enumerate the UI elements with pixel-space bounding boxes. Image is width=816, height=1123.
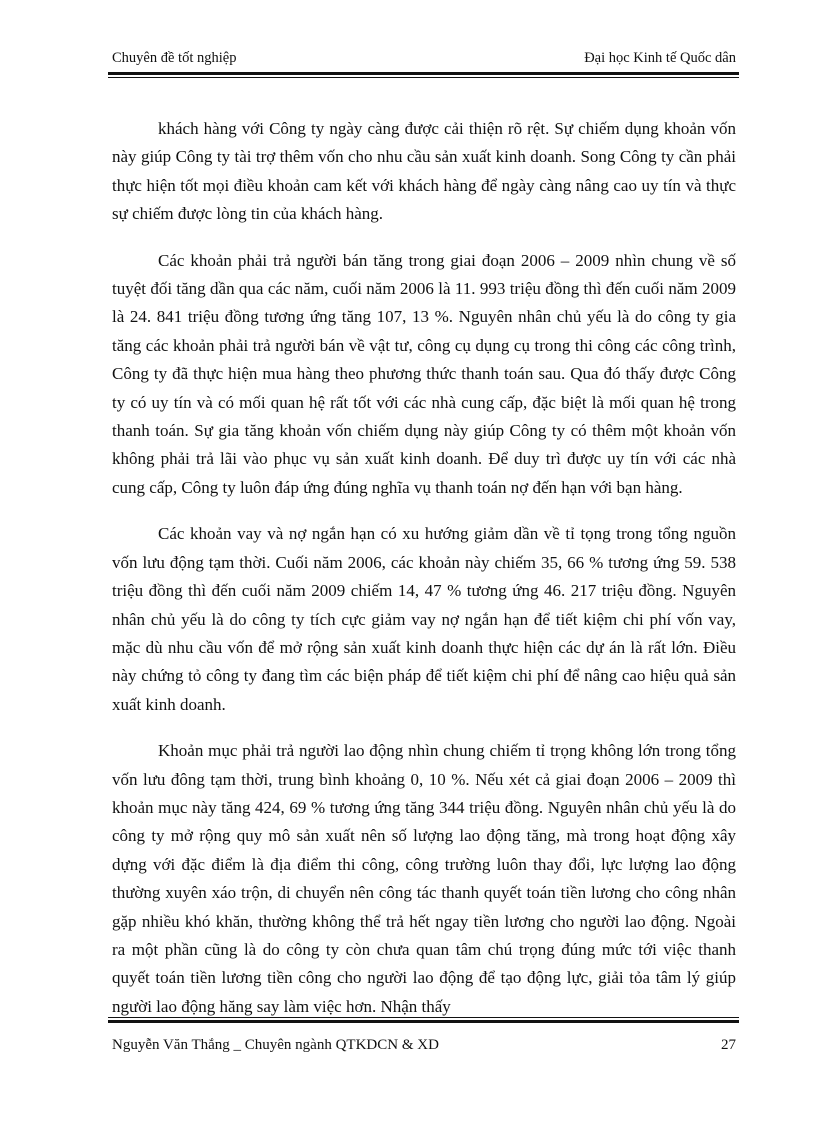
header-rule — [108, 72, 739, 78]
paragraph: Các khoản vay và nợ ngắn hạn có xu hướng giảm dần về tỉ tọng trong tổng nguồn vốn lưu động tạm thời. Cuối năm 2006, các khoản này chiếm 35, 66 % tương ứng 59. 538 triệu đồng thì đến cuối năm 2009 chiếm 14, 47 % tương ứng 46. 217 triệu đồng. Nguyên nhân chủ yếu là do công ty tích cực giảm vay nợ ngắn hạn để tiết kiệm chi phí vốn vay, mặc dù nhu cầu vốn để mở rộng sản xuất kinh doanh thực hiện các dự án là rất lớn. Điều này chứng tỏ công ty đang tìm các biện pháp để tiết kiệm chi phí để nâng cao hiệu quả sản xuất kinh doanh. — [112, 524, 736, 714]
paragraph: khách hàng với Công ty ngày càng được cải thiện rõ rệt. Sự chiếm dụng khoản vốn này giúp Công ty tài trợ thêm vốn cho nhu cầu sản xuất kinh doanh. Song Công ty cần phải thực hiện tốt mọi điều khoản cam kết với khách hàng để ngày càng nâng cao uy tín và thực sự chiếm được lòng tin của khách hàng. — [112, 119, 736, 224]
document-body — [112, 115, 736, 1039]
header-right-text: Đại học Kinh tế Quốc dân — [584, 50, 736, 66]
footer-rule — [108, 1017, 739, 1023]
page-header — [112, 50, 736, 72]
header-left-text: Chuyên đề tốt nghiệp — [112, 50, 237, 66]
page-footer — [112, 1037, 736, 1059]
paragraph: Khoản mục phải trả người lao động nhìn chung chiếm tỉ trọng không lớn trong tổng vốn lưu đông tạm thời, trung bình khoảng 0, 10 %. Nếu xét cả giai đoạn 2006 – 2009 thì khoản mục này tăng 424, 69 % tương ứng tăng 344 triệu đồng. Nguyên nhân chủ yếu là do công ty mở rộng quy mô sản xuất nên số lượng lao động tăng, mà trong hoạt động xây dựng với đặc điểm là địa điểm thi công, công trường luôn thay đổi, lực lượng lao động thường xuyên xáo trộn, di chuyển nên công tác thanh quyết toán tiền lương cho công nhân gặp nhiều khó khăn, thường không thể trả hết ngay tiền lương cho người lao động. Ngoài ra một phần cũng là do công ty còn chưa quan tâm chú trọng đúng mức tới việc thanh quyết toán tiền lương tiền công cho người lao động để tạo động lực, giải tỏa tâm lý giúp người lao động hăng say làm việc hơn. Nhận thấy — [112, 741, 736, 1016]
paragraph: Các khoản phải trả người bán tăng trong giai đoạn 2006 – 2009 nhìn chung về số tuyệt đối tăng dần qua các năm, cuối năm 2006 là 11. 993 triệu đồng thì đến cuối năm 2009 là 24. 841 triệu đồng tương ứng tăng 107, 13 %. Nguyên nhân chủ yếu là do công ty gia tăng các khoản phải trả người bán về vật tư, công cụ dụng cụ trong thi công các công trình, Công ty đã thực hiện mua hàng theo phương thức thanh toán sau. Qua đó thấy được Công ty có uy tín và có mối quan hệ rất tốt với các nhà cung cấp, đặc biệt là mối quan hệ trong thanh toán. Sự gia tăng khoản vốn chiếm dụng này giúp Công ty có thêm một khoản vốn không phải trả lãi vào phục vụ sản xuất kinh doanh. Để duy trì được uy tín với các nhà cung cấp, Công ty luôn đáp ứng đúng nghĩa vụ thanh toán nợ đến hạn với bạn hàng. — [112, 250, 736, 497]
footer-author-text: Nguyễn Văn Thắng _ Chuyên ngành QTKDCN & XD — [112, 1037, 439, 1053]
page-number: 27 — [721, 1037, 736, 1053]
